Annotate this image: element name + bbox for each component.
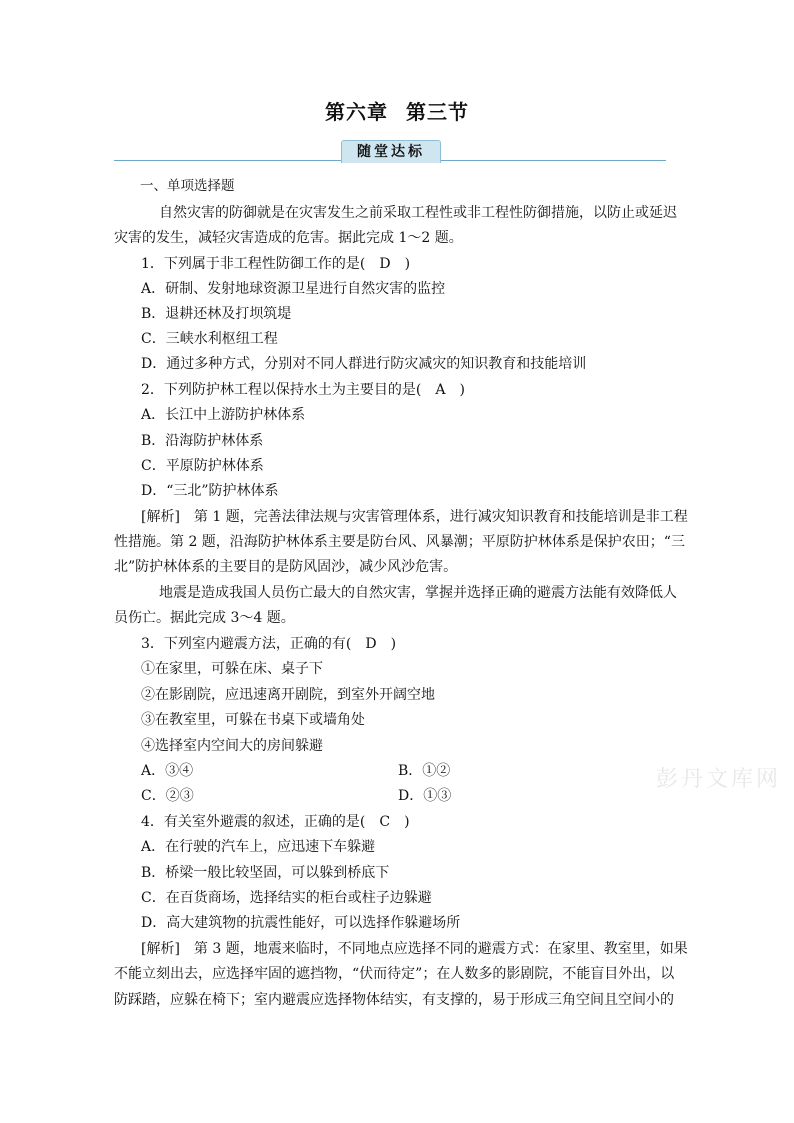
intro-paragraph-2-line-2: 员伤亡。据此完成 3～4 题。 [114,610,295,626]
chapter-title: 第六章 [325,100,388,124]
intro-paragraph-2-line-1: 地震是造成我国人员伤亡最大的自然灾害，掌握并选择正确的避震方法能有效降低人 [159,585,677,601]
question-3-item-3: ③在教室里，可躲在书桌下或墙角处 [141,712,365,728]
section-badge: 随堂达标 [341,140,441,163]
question-2-option-c: C．平原防护林体系 [141,458,264,474]
analysis-1-line-2: 性措施。第 2 题，沿海防护林体系主要是防台风、风暴潮；平原防护林体系是保护农田；“三 [114,534,685,550]
question-3-stem: 3．下列室内避震方法，正确的有( D ) [141,636,397,652]
watermark: 彭丹文库网 [656,767,782,792]
question-3-item-2: ②在影剧院，应迅速离开剧院，到室外开阔空地 [141,687,435,703]
analysis-label: [解析] [141,509,180,525]
question-1-option-c: C．三峡水利枢纽工程 [141,331,278,347]
section-title: 第三节 [406,100,469,124]
section-heading: 一、单项选择题 [140,178,235,194]
question-4-option-d: D．高大建筑物的抗震性能好，可以选择作躲避场所 [141,915,461,931]
question-4-option-a: A．在行驶的汽车上，应迅速下车躲避 [141,839,376,855]
question-2-option-d: D．“三北”防护林体系 [141,483,279,499]
analysis-1-text: 第 1 题，完善法律法规与灾害管理体系，进行减灾知识教育和技能培训是非工程 [179,509,688,525]
question-3-option-c: C．②③ [141,788,194,804]
analysis-2-text: 第 3 题，地震来临时，不同地点应选择不同的避震方式：在家里、教室里，如果 [179,941,688,957]
question-1-option-d: D．通过多种方式，分别对不同人群进行防灾减灾的知识教育和技能培训 [141,356,587,372]
question-4-option-b: B．桥梁一般比较坚固，可以躲到桥底下 [141,865,390,881]
analysis-2-line-1 [141,939,688,959]
analysis-1-line-3: 北”防护林体系的主要目的是防风固沙，减少风沙危害。 [114,559,458,575]
question-4-option-c: C．在百货商场，选择结实的柜台或柱子边躲避 [141,890,432,906]
analysis-2-line-2: 不能立刻出去，应选择牢固的遮挡物，“伏而待定”；在人数多的影剧院，不能盲目外出，以 [114,966,675,982]
question-2-option-b: B．沿海防护林体系 [141,433,264,449]
analysis-label: [解析] [141,941,180,957]
question-1-stem: 1．下列属于非工程性防御工作的是( D ) [141,256,411,272]
question-3-item-4: ④选择室内空间大的房间躲避 [141,738,323,754]
intro-paragraph-1-line-2: 灾害的发生，减轻灾害造成的危害。据此完成 1～2 题。 [114,230,463,246]
analysis-1-line-1 [141,507,688,527]
analysis-2-line-3: 防踩踏，应躲在椅下；室内避震应选择物体结实，有支撑的，易于形成三角空间且空间小的 [114,992,674,1008]
question-1-option-b: B．退耕还林及打坝筑堤 [141,306,292,322]
question-2-option-a: A．长江中上游防护林体系 [141,407,306,423]
question-3-option-b: B．①② [398,763,451,779]
page-title [0,96,794,125]
question-3-option-a: A．③④ [141,763,194,779]
question-1-option-a: A．研制、发射地球资源卫星进行自然灾害的监控 [141,281,446,297]
question-3-option-d: D．①③ [398,788,452,804]
intro-paragraph-1-line-1: 自然灾害的防御就是在灾害发生之前采取工程性或非工程性防御措施，以防止或延迟 [159,205,677,221]
question-2-stem: 2．下列防护林工程以保持水土为主要目的是( A ) [141,382,465,398]
question-4-stem: 4．有关室外避震的叙述，正确的是( C ) [141,814,410,830]
question-3-item-1: ①在家里，可躲在床、桌子下 [141,661,323,677]
